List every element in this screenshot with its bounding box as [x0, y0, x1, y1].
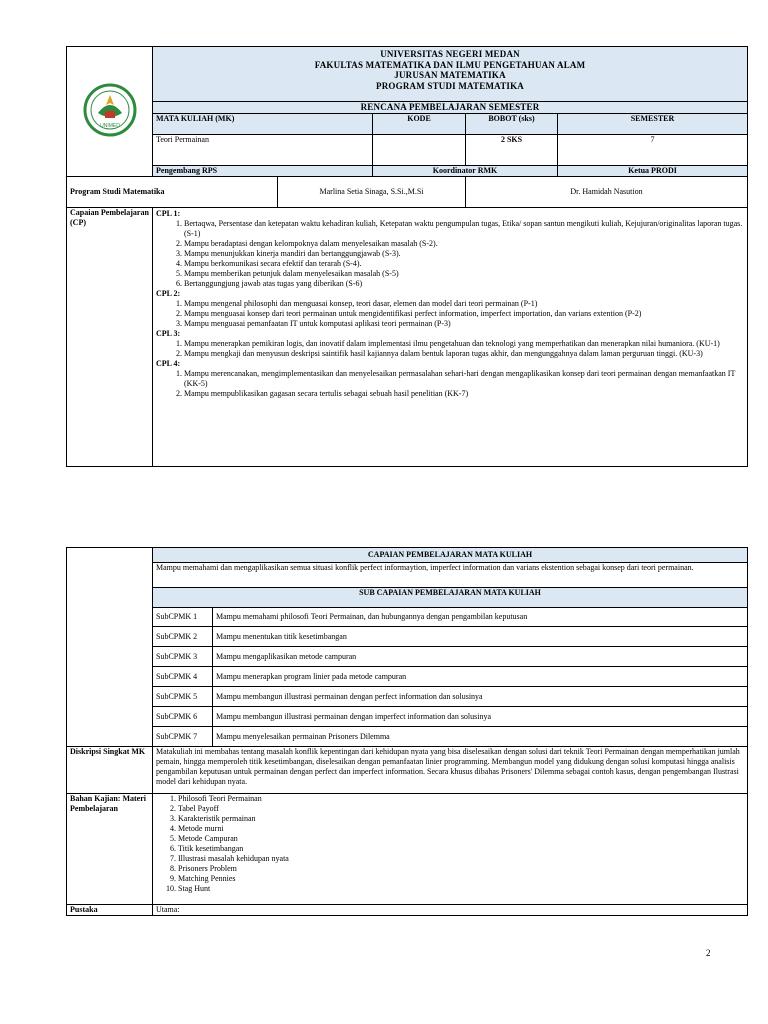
list-item: 1. Mampu merencanakan, mengimplementasikan dan menyelesaikan permasalahan sehari-hari dengan mengaplikasikan konsep dari teori permainan dengan memanfaatkan IT (KK-5): [184, 369, 744, 389]
rps-header-table: [66, 46, 748, 467]
sub-cpmk-text: Mampu menyelesaikan permainan Prisoners Dilemma: [213, 727, 748, 747]
logo-cell: [67, 47, 153, 177]
list-item: 2. Mampu mempublikasikan gagasan secara tertulis sebagai sebuah hasil penelitian (KK-7): [184, 389, 744, 399]
pustaka-label: Pustaka: [67, 905, 153, 916]
sub-cpmk-text: Mampu menentukan titik kesetimbangan: [213, 627, 748, 647]
sub-cpmk-title: SUB CAPAIAN PEMBELAJARAN MATA KULIAH: [153, 588, 748, 608]
cpl-3-title: CPL 3:: [156, 328, 181, 338]
list-item: 2. Mampu mengkaji dan menyusun deskripsi saintifik hasil kajiannya dalam bentuk laporan tugas akhir, dan mengunggahnya dalam laman perguruan tinggi. (KU-3): [184, 349, 744, 359]
sub-cpmk-code: SubCPMK 5: [153, 687, 213, 707]
program-name: PROGRAM STUDI MATEMATIKA: [376, 80, 524, 91]
sub-cpmk-text: Mampu membangun illustrasi permainan dengan imperfect information dan solusinya: [213, 707, 748, 727]
course-name: Teori Permainan: [153, 134, 373, 165]
list-item: 1. Mampu mengenal philosophi dan menguasai konsep, teori dasar, elemen dan model dari teori permainan (P-1): [184, 299, 744, 309]
list-item: 3. Karakteristik permainan: [178, 814, 744, 824]
sub-cpmk-code: SubCPMK 2: [153, 627, 213, 647]
cpl-4-title: CPL 4:: [156, 358, 181, 368]
list-item: 2. Mampu menguasai konsep dari teori permainan untuk mengidentifikasi perfect information, imperfect importation, dan varians extention (P-2): [184, 309, 744, 319]
table-row: [67, 667, 748, 687]
svg-text:UNIMED: UNIMED: [99, 122, 120, 129]
university-name: UNIVERSITAS NEGERI MEDAN: [380, 49, 520, 59]
list-item: 3. Mampu menguasai pemanfaatan IT untuk komputasi aplikasi teori permainan (P-3): [184, 319, 744, 329]
bahan-content: [153, 794, 748, 905]
list-item: 2. Tabel Payoff: [178, 804, 744, 814]
bahan-label: Bahan Kajian: Materi Pembelajaran: [67, 794, 153, 905]
list-item: 6. Bertanggungjung jawab atas tugas yang diberikan (S-6): [184, 279, 744, 289]
sub-cpmk-code: SubCPMK 3: [153, 647, 213, 667]
cpl-4-list: [156, 369, 744, 399]
cpl-2-title: CPL 2:: [156, 288, 181, 298]
koordinator-value: Marlina Setia Sinaga, S.Si.,M.Si: [278, 176, 466, 207]
list-item: 6. Titik kesetimbangan: [178, 844, 744, 854]
list-item: 1. Philosofi Teori Permainan: [178, 794, 744, 804]
deskripsi-text: Matakuliah ini membahas tentang masalah konflik kepentingan dari kehidupan nyata yang bisa diselesaikan dengan solusi dari teknik Teori Permainan dengan memperhatikan jumlah pemain, hingga memperoleh titik kesetimbangan, diselesaikan dengan pemanfaatan linier programming. Membangun model yang didukung dengan solusi komputasi hingga analisis pengambilan keputusan untuk permainan dengan perfect dan imperfect information. Secara khusus dibahas Prisoners' Dilemma sebagai contoh kasus, dengan pengembangan Ilustrasi model dari kehidupan nyata.: [153, 747, 748, 794]
sub-cpmk-text: Mampu memahami philosofi Teori Permainan, dan hubungannya dengan pengambilan keputusan: [213, 608, 748, 627]
course-code: [373, 134, 466, 165]
blank-left-cell: [67, 548, 153, 747]
faculty-name: FAKULTAS MATEMATIKA DAN ILMU PENGETAHUAN ALAM: [314, 59, 586, 70]
sub-cpmk-code: SubCPMK 4: [153, 667, 213, 687]
pengembang-value: Program Studi Matematika: [67, 176, 278, 207]
label-pengembang: Pengembang RPS: [153, 165, 373, 176]
list-item: 5. Metode Campuran: [178, 834, 744, 844]
course-semester: 7: [558, 134, 748, 165]
sub-cpmk-text: Mampu mengaplikasikan metode campuran: [213, 647, 748, 667]
cp-content: [153, 207, 748, 466]
course-credits: 2 SKS: [466, 134, 558, 165]
sub-cpmk-code: SubCPMK 7: [153, 727, 213, 747]
table-row: [67, 627, 748, 647]
cpmk-table: [66, 547, 748, 916]
pustaka-value: Utama:: [153, 905, 748, 916]
table-row: [67, 687, 748, 707]
cpmk-text: Mampu memahami dan mengaplikasikan semua situasi konflik perfect informaytion, imperfect information dan varians ekstention sebagai konsep dari teori permainan.: [153, 563, 748, 588]
table-row: [67, 608, 748, 627]
page-number: 2: [706, 948, 711, 958]
deskripsi-label: Diskripsi Singkat MK: [67, 747, 153, 794]
col-bobot: BOBOT (sks): [466, 113, 558, 134]
cpl-1-title: CPL 1:: [156, 208, 181, 218]
col-mata-kuliah: MATA KULIAH (MK): [153, 113, 373, 134]
list-item: 9. Matching Pennies: [178, 874, 744, 884]
list-item: 3. Mampu menunjukkan kinerja mandiri dan bertanggungjawab (S-3).: [184, 249, 744, 259]
cp-label: Capaian Pembelajaran (CP): [67, 207, 153, 466]
sub-cpmk-code: SubCPMK 1: [153, 608, 213, 627]
list-item: 2. Mampu beradaptasi dengan kelompoknya dalam menyelesaikan masalah (S-2).: [184, 239, 744, 249]
list-item: 1. Mampu menerapkan pemikiran logis, dan inovatif dalam implementasi ilmu pengetahuan dan teknologi yang memperhatikan dan menerapkan nilai humaniora. (KU-1): [184, 339, 744, 349]
department-name: JURUSAN MATEMATIKA: [394, 70, 506, 80]
list-item: 4. Metode murni: [178, 824, 744, 834]
col-semester: SEMESTER: [558, 113, 748, 134]
table-row: [67, 647, 748, 667]
label-ketua: Ketua PRODI: [558, 165, 748, 176]
table-row: [67, 727, 748, 747]
sub-cpmk-code: SubCPMK 6: [153, 707, 213, 727]
ketua-value: Dr. Hamidah Nasution: [466, 176, 748, 207]
list-item: 5. Mampu memberikan petunjuk dalam menyelesaikan masalah (S-5): [184, 269, 744, 279]
col-kode: KODE: [373, 113, 466, 134]
cpl-2-list: [156, 299, 744, 329]
list-item: 7. Illustrasi masalah kehidupan nyata: [178, 854, 744, 864]
sub-cpmk-text: Mampu membangun illustrasi permainan dengan perfect information dan solusinya: [213, 687, 748, 707]
cpmk-title: CAPAIAN PEMBELAJARAN MATA KULIAH: [153, 548, 748, 563]
list-item: 4. Mampu berkomunikasi secara efektif dan terarah (S-4).: [184, 259, 744, 269]
institution-header: [153, 47, 748, 102]
list-item: 1. Bertaqwa, Persentase dan ketepatan waktu kehadiran kuliah, Ketepatan waktu pengumpulan tugas, Etika/ sopan santun mengikuti kuliah, Kejujuran/originalitas laporan tugas. (S-1): [184, 219, 744, 239]
list-item: 8. Prisoners Problem: [178, 864, 744, 874]
sub-cpmk-text: Mampu menerapkan program linier pada metode campuran: [213, 667, 748, 687]
label-koordinator: Koordinator RMK: [373, 165, 558, 176]
document-title: RENCANA PEMBELAJARAN SEMESTER: [153, 102, 748, 114]
unimed-logo: [83, 83, 137, 137]
bahan-list: [156, 794, 744, 894]
table-row: [67, 707, 748, 727]
cpl-1-list: [156, 219, 744, 289]
list-item: 10. Stag Hunt: [178, 884, 744, 894]
cpl-3-list: [156, 339, 744, 359]
